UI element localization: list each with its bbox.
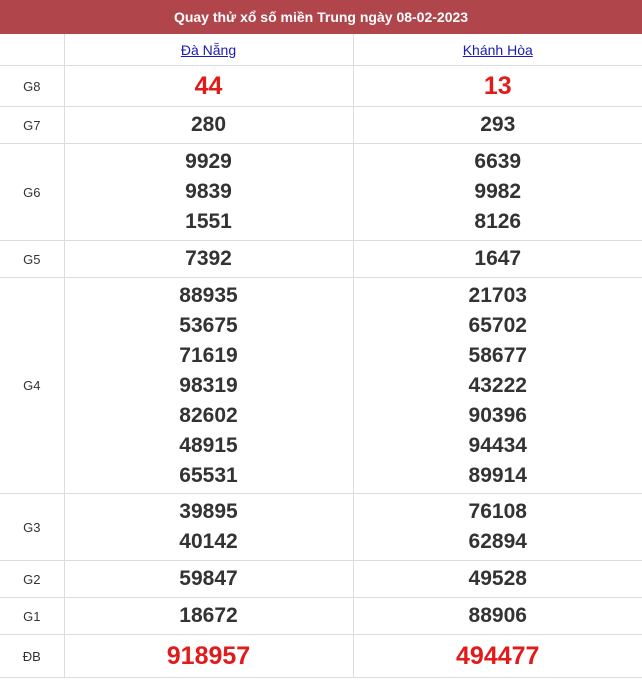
- province-header-row: [0, 34, 642, 66]
- prize-label: G3: [0, 494, 64, 561]
- prize-number: 1551: [185, 210, 232, 233]
- da-nang-result-cell: [64, 66, 353, 107]
- prize-number: 58677: [468, 343, 527, 367]
- prize-number: 88935: [179, 283, 238, 307]
- prize-label: G2: [0, 561, 64, 598]
- prize-number: 94434: [468, 433, 527, 457]
- prize-label: G6: [0, 144, 64, 241]
- prize-number: 48915: [179, 433, 238, 457]
- khanh-hoa-result-cell: [353, 107, 642, 144]
- prize-number: 98319: [179, 373, 238, 397]
- da-nang-result-cell: [64, 494, 353, 561]
- prize-number: 21703: [468, 283, 527, 307]
- prize-label: G4: [0, 278, 64, 494]
- province-link-khanh-hoa[interactable]: Khánh Hòa: [353, 34, 642, 66]
- da-nang-result-cell: [64, 144, 353, 241]
- prize-number: 40142: [179, 530, 238, 553]
- prize-number: 8126: [474, 210, 522, 233]
- prize-number: 65702: [468, 313, 527, 337]
- prize-label: G5: [0, 241, 64, 278]
- khanh-hoa-result-cell: [353, 66, 642, 107]
- results-table: [0, 34, 642, 678]
- province-link-da-nang[interactable]: Đà Nẵng: [64, 34, 353, 66]
- prize-row: [0, 635, 642, 678]
- prize-row: [0, 144, 642, 241]
- prize-number: 9982: [474, 180, 522, 203]
- prize-number: 88906: [468, 604, 527, 627]
- da-nang-result-cell: [64, 635, 353, 678]
- prize-row: [0, 561, 642, 598]
- da-nang-result-cell: [64, 241, 353, 278]
- khanh-hoa-result-cell: [353, 494, 642, 561]
- prize-number: 65531: [179, 463, 238, 487]
- da-nang-result-cell: [64, 107, 353, 144]
- prize-row: [0, 494, 642, 561]
- prize-label: G8: [0, 66, 64, 107]
- prize-number: 39895: [179, 500, 238, 523]
- prize-number: 62894: [468, 530, 527, 553]
- page-title: Quay thử xổ số miền Trung ngày 08-02-2023: [0, 0, 642, 34]
- prize-number: 494477: [456, 642, 540, 670]
- prize-number: 82602: [179, 403, 238, 427]
- prize-label: ĐB: [0, 635, 64, 678]
- prize-label: G7: [0, 107, 64, 144]
- prize-number: 280: [190, 113, 227, 136]
- khanh-hoa-result-cell: [353, 278, 642, 494]
- prize-number: 59847: [179, 567, 238, 590]
- prize-number: 9929: [185, 150, 232, 173]
- prize-row: [0, 598, 642, 635]
- prize-number: 9839: [185, 180, 232, 203]
- prize-number: 918957: [166, 642, 251, 670]
- prize-row: [0, 66, 642, 107]
- prize-label: G1: [0, 598, 64, 635]
- prize-row: [0, 241, 642, 278]
- header-spacer: [0, 34, 64, 66]
- prize-number: 49528: [468, 567, 527, 590]
- prize-number: 43222: [468, 373, 527, 397]
- prize-number: 13: [483, 72, 512, 100]
- prize-row: [0, 278, 642, 494]
- khanh-hoa-result-cell: [353, 635, 642, 678]
- prize-number: 44: [194, 72, 223, 100]
- khanh-hoa-result-cell: [353, 561, 642, 598]
- khanh-hoa-result-cell: [353, 598, 642, 635]
- prize-row: [0, 107, 642, 144]
- da-nang-result-cell: [64, 598, 353, 635]
- prize-number: 53675: [179, 313, 238, 337]
- da-nang-result-cell: [64, 278, 353, 494]
- prize-number: 90396: [468, 403, 527, 427]
- prize-number: 6639: [474, 150, 522, 173]
- prize-number: 18672: [179, 604, 238, 627]
- khanh-hoa-result-cell: [353, 144, 642, 241]
- prize-number: 7392: [185, 247, 232, 270]
- prize-number: 1647: [474, 247, 522, 270]
- prize-number: 71619: [179, 343, 238, 367]
- prize-number: 76108: [468, 500, 527, 523]
- prize-number: 293: [480, 113, 516, 136]
- prize-number: 89914: [468, 463, 527, 487]
- khanh-hoa-result-cell: [353, 241, 642, 278]
- da-nang-result-cell: [64, 561, 353, 598]
